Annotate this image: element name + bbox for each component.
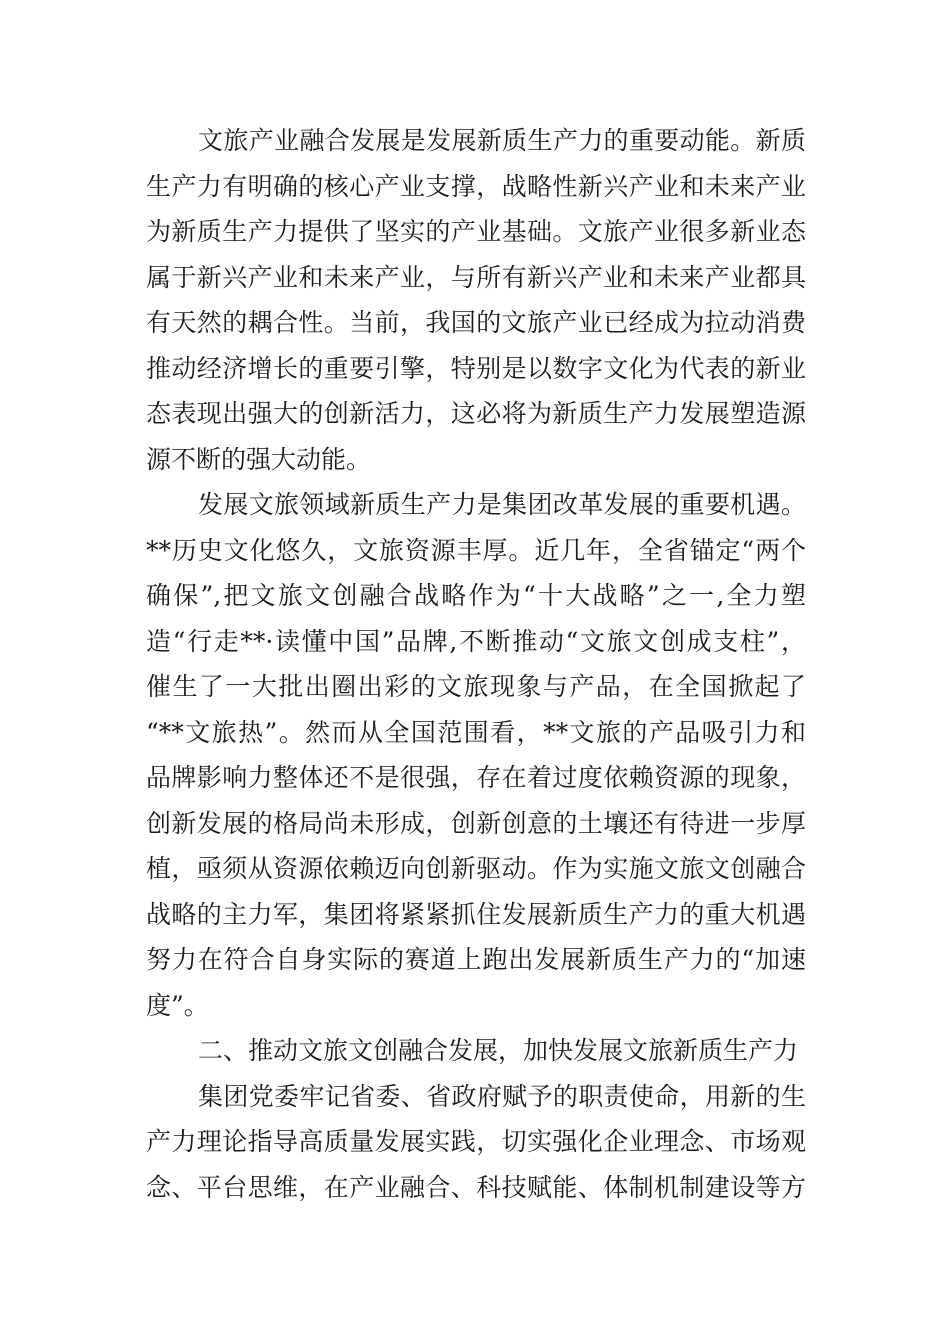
- text-line: **历史文化悠久，文旅资源丰厚。近几年，全省锚定“两个: [146, 535, 806, 565]
- text-line: 品牌影响力整体还不是很强，存在着过度依赖资源的现象，: [146, 763, 806, 792]
- text-line: 战略的主力军，集团将紧紧抓住发展新质生产力的重大机遇: [146, 899, 806, 929]
- text-line: 有天然的耦合性。当前，我国的文旅产业已经成为拉动消费: [146, 308, 806, 337]
- text-line: 推动经济增长的重要引擎，特别是以数字文化为代表的新业: [146, 353, 806, 383]
- text-line: 催生了一大批出圈出彩的文旅现象与产品，在全国掀起了: [146, 672, 806, 701]
- text-line: 造“行走**·读懂中国”品牌,不断推动“文旅文创成支柱”，: [146, 626, 806, 656]
- text-line: 发展文旅领域新质生产力是集团改革发展的重要机遇。: [198, 490, 806, 519]
- text-line: 努力在符合自身实际的赛道上跑出发展新质生产力的“加速: [146, 945, 806, 974]
- text-line: 源不断的强大动能。: [146, 444, 372, 474]
- text-line: 态表现出强大的创新活力，这必将为新质生产力发展塑造源: [146, 399, 806, 428]
- text-line: 集团党委牢记省委、省政府赋予的职责使命，用新的生: [198, 1081, 806, 1111]
- text-line: 为新质生产力提供了坚实的产业基础。文旅产业很多新业态: [146, 217, 806, 246]
- text-line: 度”。: [146, 990, 209, 1020]
- text-line: 植，亟须从资源依赖迈向创新驱动。作为实施文旅文创融合: [146, 854, 806, 883]
- text-line: “**文旅热”。然而从全国范围看，**文旅的产品吸引力和: [146, 717, 806, 747]
- text-line: 确保”,把文旅文创融合战略作为“十大战略”之一,全力塑: [146, 581, 806, 610]
- text-line: 文旅产业融合发展是发展新质生产力的重要动能。新质: [198, 126, 806, 155]
- text-line: 生产力有明确的核心产业支撑，战略性新兴产业和未来产业: [146, 171, 806, 201]
- text-line: 属于新兴产业和未来产业，与所有新兴产业和未来产业都具: [146, 262, 806, 292]
- text-line: 创新发展的格局尚未形成，创新创意的土壤还有待进一步厚: [146, 808, 806, 838]
- section-heading: 二、推动文旅文创融合发展，加快发展文旅新质生产力: [198, 1036, 799, 1065]
- document-body: [146, 118, 806, 1210]
- text-line: 产力理论指导高质量发展实践，切实强化企业理念、市场观: [146, 1127, 806, 1156]
- text-line: 念、平台思维，在产业融合、科技赋能、体制机制建设等方: [146, 1172, 806, 1202]
